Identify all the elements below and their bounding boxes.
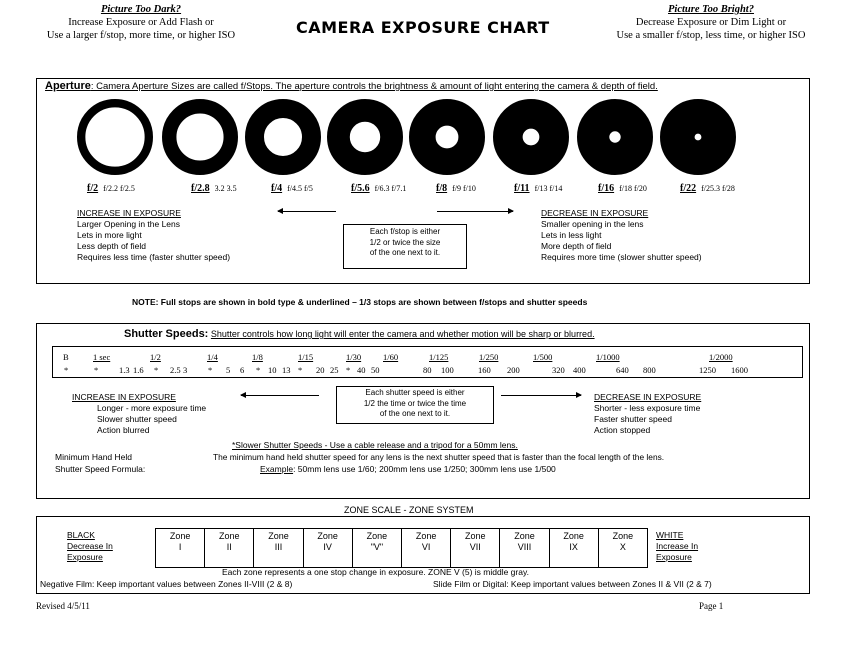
aperture-center-note <box>343 224 467 269</box>
zone-cell <box>499 528 548 567</box>
shutter-speed-third: 160 <box>478 365 491 375</box>
aperture-increase-line: Lets in more light <box>77 230 142 240</box>
aperture-decrease <box>541 208 702 263</box>
fstop-main: f/22 <box>680 183 697 194</box>
shutter-speed-third: 20 <box>316 365 325 375</box>
aperture-increase-line: Less depth of field <box>77 241 146 251</box>
zone-cell <box>549 528 598 567</box>
zone-cell <box>352 528 401 567</box>
page-title: CAMERA EXPOSURE CHART <box>296 18 550 37</box>
shutter-speed-third: 1250 <box>699 365 716 375</box>
shutter-speed-third: 3 <box>183 365 188 375</box>
zone-cell <box>450 528 499 567</box>
aperture-note-line: 1/2 or twice the size <box>369 237 441 247</box>
shutter-speed-third: 320 <box>552 365 565 375</box>
shutter-speed-full: 1/8 <box>252 352 263 362</box>
too-dark-line1: Increase Exposure or Add Flash or <box>68 17 214 28</box>
aperture-ring-icon <box>422 112 471 161</box>
zone-word: Zone <box>563 531 584 541</box>
shutter-decrease-heading: DECREASE IN EXPOSURE <box>594 392 702 402</box>
fstop-label <box>680 183 735 194</box>
fstop-thirds: f/2.2 f/2.5 <box>103 184 135 193</box>
zone-white <box>656 530 698 563</box>
stops-note: NOTE: Full stops are shown in bold type & underlined – 1/3 stops are shown between f/stops and shutter speeds <box>132 297 588 307</box>
shutter-speed-full: 1/250 <box>479 352 499 362</box>
shutter-speed-third: 13 <box>282 365 291 375</box>
shutter-speed-third: 80 <box>423 365 432 375</box>
fstop-thirds: f/4.5 f/5 <box>287 184 313 193</box>
right-arrow-icon <box>501 395 581 396</box>
left-arrow-icon <box>278 211 336 212</box>
shutter-increase-heading: INCREASE IN EXPOSURE <box>72 392 176 402</box>
zone-title: ZONE SCALE - ZONE SYSTEM <box>344 505 474 515</box>
zone-white-label: WHITE <box>656 530 684 540</box>
fstop-main: f/8 <box>436 183 448 194</box>
aperture-decrease-line: Smaller opening in the lens <box>541 219 644 229</box>
zone-number: VII <box>469 542 481 552</box>
zone-number: "V" <box>370 542 384 552</box>
shutter-speed-third: * <box>256 365 261 375</box>
page-number: Page 1 <box>699 601 724 611</box>
shutter-decrease <box>594 392 701 436</box>
aperture-increase-heading: INCREASE IN EXPOSURE <box>77 208 181 218</box>
too-dark-title: Picture Too Dark? <box>100 4 182 15</box>
zone-word: Zone <box>268 531 289 541</box>
shutter-speed-third: 1.3 <box>119 365 130 375</box>
shutter-speed-full: 1/2 <box>150 352 161 362</box>
shutter-decrease-line: Action stopped <box>594 425 651 435</box>
aperture-ring-icon <box>255 109 312 166</box>
shutter-increase <box>72 392 206 436</box>
shutter-center-note <box>336 386 494 424</box>
aperture-ring-icon <box>169 106 231 168</box>
zone-word: Zone <box>612 531 634 541</box>
min-hand-held-label: Minimum Hand Held <box>55 452 132 462</box>
zone-black <box>67 530 113 563</box>
aperture-note-line: Each f/stop is either <box>369 227 441 236</box>
zone-number: I <box>178 542 182 552</box>
zone-each-note: Each zone represents a one stop change in exposure. ZONE V (5) is middle gray. <box>222 567 529 577</box>
formula-text <box>260 464 556 475</box>
shutter-increase-line: Action blurred <box>97 425 150 435</box>
aperture-ring-icon <box>338 110 391 163</box>
shutter-speed-third: 640 <box>616 365 629 375</box>
shutter-speed-third: 6 <box>240 365 245 375</box>
zone-negative: Negative Film: Keep important values between Zones II-VIII (2 & 8) <box>40 579 293 589</box>
aperture-ring-icon <box>81 103 149 171</box>
fstop-label <box>598 183 647 194</box>
shutter-speed-third: 400 <box>573 365 586 375</box>
aperture-decrease-heading: DECREASE IN EXPOSURE <box>541 208 649 218</box>
fstop-thirds: f/13 f/14 <box>534 184 563 193</box>
shutter-speed-third: * <box>208 365 213 375</box>
zone-word: Zone <box>169 531 191 541</box>
shutter-speed-full: 1/15 <box>298 352 314 362</box>
fstop-main: f/2 <box>87 183 99 194</box>
shutter-speed-third: 800 <box>643 365 656 375</box>
shutter-heading <box>124 328 595 340</box>
shutter-speed-third: 10 <box>268 365 277 375</box>
shutter-speed-third: * <box>94 365 99 375</box>
too-bright-line1: Decrease Exposure or Dim Light or <box>635 17 787 28</box>
zone-black-line: Decrease In <box>67 541 113 551</box>
header-right <box>580 3 842 42</box>
fstop-thirds: f/25.3 f/28 <box>701 184 735 193</box>
too-bright-line2: Use a smaller f/stop, less time, or higher ISO <box>616 30 806 41</box>
aperture-label: Aperture <box>45 80 91 92</box>
shutter-speed-full: 1/60 <box>383 352 399 362</box>
aperture-increase <box>77 208 230 263</box>
zone-number: IV <box>323 542 332 552</box>
fstop-main: f/5.6 <box>351 183 370 194</box>
fstop-thirds: f/9 f/10 <box>452 184 476 193</box>
aperture-note-line: of the one next to it. <box>369 248 441 257</box>
shutter-description: Shutter controls how long light will enter the camera and whether motion will be sharp or blurred. <box>210 329 595 339</box>
zone-white-line: Exposure <box>656 552 692 562</box>
aperture-description: : Camera Aperture Sizes are called f/Stops. The aperture controls the brightness & amount of light entering the camera & depth of field. <box>90 81 658 92</box>
shutter-speed-full: 1/125 <box>429 352 449 362</box>
shutter-decrease-line: Faster shutter speed <box>594 414 672 424</box>
revised-date: Revised 4/5/11 <box>36 601 90 611</box>
zone-number: X <box>619 542 626 552</box>
left-arrow-icon <box>241 395 319 396</box>
fstop-label <box>514 183 562 194</box>
fstop-thirds: f/18 f/20 <box>619 184 647 193</box>
shutter-speed-third: 5 <box>226 365 231 375</box>
fstop-main: f/2.8 <box>191 183 210 194</box>
shutter-decrease-line: Shorter - less exposure time <box>594 403 701 413</box>
shutter-speed-full: 1/30 <box>346 352 362 362</box>
zone-word: Zone <box>465 531 486 541</box>
zone-number: VI <box>421 542 431 552</box>
shutter-speed-third: 1.6 <box>133 365 144 375</box>
shutter-speed-third: 50 <box>371 365 380 375</box>
too-bright-title: Picture Too Bright? <box>668 4 754 15</box>
zone-slide: Slide Film or Digital: Keep important values between Zones II & VII (2 & 7) <box>433 579 712 589</box>
zone-cell <box>155 528 204 567</box>
formula-example: Example <box>260 464 294 474</box>
shutter-speed-full: B <box>63 352 69 362</box>
zone-white-line: Increase In <box>656 541 699 551</box>
shutter-speed-third: 200 <box>507 365 520 375</box>
zone-black-line: Exposure <box>67 552 103 562</box>
fstop-label <box>87 183 135 194</box>
shutter-label: Shutter Speeds: <box>124 328 209 340</box>
zone-cell <box>204 528 253 567</box>
shutter-speed-third: * <box>298 365 303 375</box>
zone-cell <box>598 528 647 567</box>
zone-word: Zone <box>415 531 437 541</box>
formula-label: Shutter Speed Formula: <box>55 464 146 474</box>
zone-number: IX <box>569 542 578 552</box>
shutter-speed-full: 1/500 <box>533 352 553 362</box>
min-hand-held-text: The minimum hand held shutter speed for any lens is the next shutter speed that is faster than the focal length of the lens. <box>213 452 665 462</box>
slow-shutter-note: *Slower Shutter Speeds - Use a cable release and a tripod for a 50mm lens. <box>232 440 518 450</box>
shutter-increase-line: Longer - more exposure time <box>97 403 207 413</box>
shutter-increase-line: Slower shutter speed <box>97 414 177 424</box>
aperture-increase-line: Larger Opening in the Lens <box>77 219 181 229</box>
aperture-ring-icon <box>508 114 554 160</box>
shutter-speed-third: 40 <box>357 365 366 375</box>
zone-black-label: BLACK <box>67 530 95 540</box>
shutter-speed-full: 1/4 <box>207 352 218 362</box>
fstop-main: f/16 <box>598 183 615 194</box>
shutter-speed-third: 100 <box>441 365 454 375</box>
fstop-label <box>191 183 237 194</box>
fstop-thirds: f/6.3 f/7.1 <box>374 184 407 193</box>
aperture-decrease-line: Lets in less light <box>541 230 602 240</box>
aperture-diagrams <box>0 95 848 180</box>
aperture-heading <box>45 80 658 92</box>
too-dark-line2: Use a larger f/stop, more time, or higher ISO <box>46 30 236 41</box>
fstop-main: f/11 <box>514 183 530 194</box>
shutter-speed-third: * <box>154 365 159 375</box>
zone-cell <box>303 528 352 567</box>
fstop-thirds: 3.2 3.5 <box>214 184 237 193</box>
fstop-label <box>436 183 476 194</box>
zone-number: II <box>226 542 232 552</box>
fstop-label <box>271 183 313 194</box>
aperture-decrease-line: More depth of field <box>541 241 612 251</box>
aperture-increase-line: Requires less time (faster shutter speed) <box>77 252 231 262</box>
zone-number: III <box>274 542 283 552</box>
formula-values: : 50mm lens use 1/60; 200mm lens use 1/250; 300mm lens use 1/500 <box>293 464 556 474</box>
shutter-speed-third: * <box>64 365 69 375</box>
shutter-note-line: of the one next to it. <box>379 409 451 418</box>
fstop-label <box>351 183 406 194</box>
shutter-speed-full: 1/1000 <box>596 352 620 362</box>
fstop-main: f/4 <box>271 183 283 194</box>
shutter-speed-full: 1/2000 <box>709 352 733 362</box>
header-left <box>6 3 276 42</box>
right-arrow-icon <box>437 211 513 212</box>
zone-number: VIII <box>517 542 532 552</box>
zone-word: Zone <box>366 531 388 541</box>
shutter-speed-full: 1 sec <box>93 352 111 362</box>
zone-cell <box>253 528 302 567</box>
zone-word: Zone <box>514 531 535 541</box>
zone-word: Zone <box>219 531 240 541</box>
aperture-decrease-line: Requires more time (slower shutter speed) <box>541 252 702 262</box>
shutter-speed-third: 2.5 <box>170 365 181 375</box>
zone-word: Zone <box>317 531 338 541</box>
shutter-note-line: 1/2 the time or twice the time <box>363 398 467 408</box>
aperture-ring-icon <box>677 116 718 157</box>
shutter-speed-third: * <box>346 365 351 375</box>
shutter-note-line: Each shutter speed is either <box>365 388 465 397</box>
shutter-speed-third: 1600 <box>731 365 748 375</box>
aperture-ring-icon <box>593 115 637 159</box>
zone-cell <box>401 528 450 567</box>
shutter-speed-third: 25 <box>330 365 339 375</box>
